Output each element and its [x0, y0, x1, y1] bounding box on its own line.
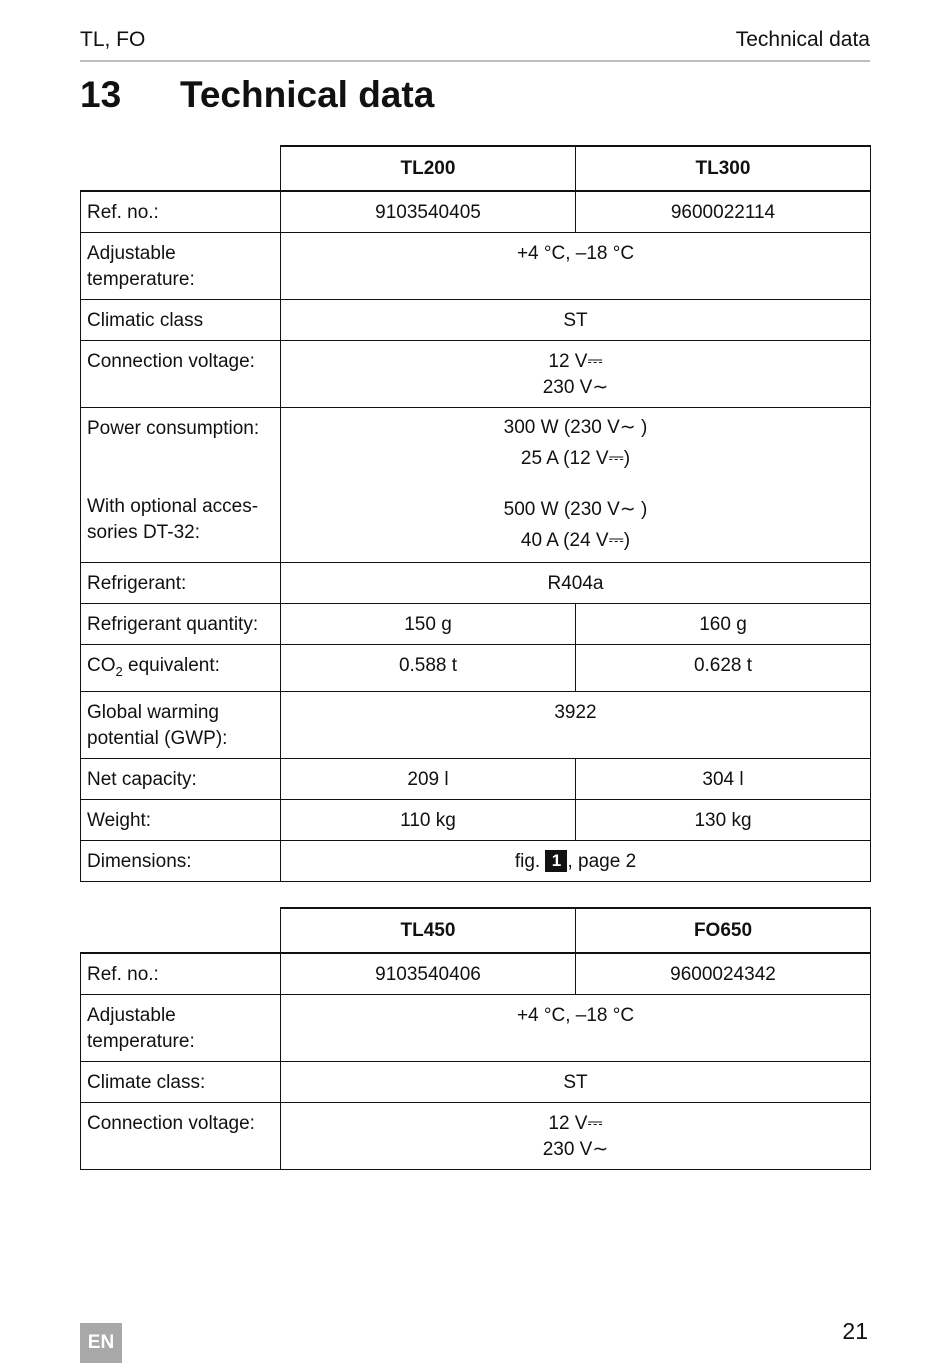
cell-value: 3922 — [281, 691, 871, 758]
cell-value: R404a — [281, 563, 871, 604]
cell-value: 0.628 t — [576, 645, 871, 692]
cell-value: 209 l — [281, 758, 576, 799]
page-number: 21 — [842, 1318, 868, 1344]
cell-value: +4 °C, –18 °C — [281, 233, 871, 300]
language-tab: EN — [80, 1323, 122, 1363]
cell-value: fig. 1 , page 2 — [281, 840, 871, 881]
table-row — [81, 995, 871, 1062]
cell-value: 160 g — [576, 604, 871, 645]
row-label: Adjustable temperature: — [81, 995, 281, 1062]
cell-value: 9600024342 — [576, 953, 871, 995]
table-row — [81, 799, 871, 840]
row-label: Net capacity: — [81, 758, 281, 799]
cell-value: +4 °C, –18 °C — [281, 995, 871, 1062]
cell-value: 12 V⎓ 230 V∼ — [281, 341, 871, 408]
cell-value: 300 W (230 V∼ ) 25 A (12 V⎓) 500 W (230 V∼ ) 40 A (24 V⎓) — [281, 408, 871, 563]
table-row — [81, 758, 871, 799]
header-section: Technical data — [735, 28, 870, 51]
row-label: Power consumption: With optional acces- sories DT-32: — [81, 408, 281, 563]
cell-value: 9103540406 — [281, 953, 576, 995]
cell-value: 9103540405 — [281, 191, 576, 233]
table-row — [81, 233, 871, 300]
row-label: Refrigerant: — [81, 563, 281, 604]
cell-value: 9600022114 — [576, 191, 871, 233]
table-row — [81, 604, 871, 645]
row-label: Weight: — [81, 799, 281, 840]
row-label: Global warming potential (GWP): — [81, 691, 281, 758]
column-header: TL450 — [281, 908, 576, 953]
column-header: TL200 — [281, 146, 576, 191]
row-label: Climatic class — [81, 300, 281, 341]
row-label: Climate class: — [81, 1062, 281, 1103]
cell-value: ST — [281, 1062, 871, 1103]
spec-table-tl450-fo650 — [80, 907, 871, 1170]
spec-table-tl200-tl300 — [80, 145, 871, 882]
table-row — [81, 645, 871, 692]
table-header-row — [81, 146, 871, 191]
column-header: FO650 — [576, 908, 871, 953]
row-label: $CO_2$ equivalent: — [81, 645, 281, 692]
table-row — [81, 1103, 871, 1170]
row-label: Dimensions: — [81, 840, 281, 881]
cell-value: 304 l — [576, 758, 871, 799]
table-row — [81, 408, 871, 563]
cell-value: 130 kg — [576, 799, 871, 840]
table-row — [81, 691, 871, 758]
page-header — [80, 28, 870, 62]
row-label: Connection voltage: — [81, 341, 281, 408]
section-heading — [80, 74, 434, 116]
figure-reference-badge: 1 — [545, 850, 567, 872]
table-row — [81, 563, 871, 604]
table-row — [81, 953, 871, 995]
column-header: TL300 — [576, 146, 871, 191]
row-label: Refrigerant quantity: — [81, 604, 281, 645]
cell-value: 110 kg — [281, 799, 576, 840]
cell-value: 150 g — [281, 604, 576, 645]
table-row — [81, 840, 871, 881]
section-number: 13 — [80, 74, 122, 115]
cell-value: 12 V⎓ 230 V∼ — [281, 1103, 871, 1170]
table-header-row — [81, 908, 871, 953]
cell-value: 0.588 t — [281, 645, 576, 692]
row-label: Ref. no.: — [81, 191, 281, 233]
table-row — [81, 300, 871, 341]
section-title: Technical data — [180, 74, 435, 115]
table-row — [81, 341, 871, 408]
table-row — [81, 1062, 871, 1103]
table-row — [81, 191, 871, 233]
header-product: TL, FO — [80, 28, 146, 51]
row-label: Adjustable temperature: — [81, 233, 281, 300]
cell-value: ST — [281, 300, 871, 341]
row-label: Connection voltage: — [81, 1103, 281, 1170]
row-label: Ref. no.: — [81, 953, 281, 995]
